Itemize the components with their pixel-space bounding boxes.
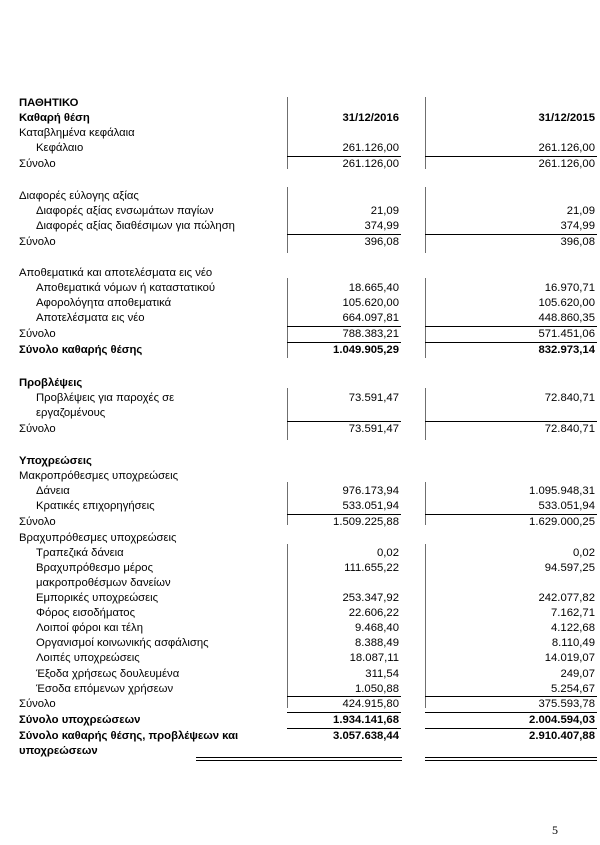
- value-2015: 261.126,00: [538, 142, 595, 154]
- column-divider: [287, 187, 288, 253]
- total-rule: [425, 342, 597, 343]
- row-label: Διαφορές αξίας διαθέσιμων για πώληση: [36, 220, 235, 232]
- table-row: [0, 311, 600, 326]
- value-2016: 1.049.905,29: [333, 344, 399, 356]
- value-2015: 533.051,94: [538, 500, 595, 512]
- column-divider: [287, 482, 288, 525]
- value-2016: 374,99: [364, 220, 399, 232]
- value-2016: 8.388,49: [355, 637, 399, 649]
- row-label: Προβλέψεις για παροχές σε: [36, 392, 175, 404]
- column-header-row: [0, 111, 600, 126]
- table-row: [0, 484, 600, 499]
- column-divider: [287, 278, 288, 358]
- table-row: [0, 126, 600, 141]
- table-row: [0, 141, 600, 156]
- table-row: [0, 406, 600, 421]
- table-row: [0, 376, 600, 391]
- value-2015: 16.970,71: [544, 282, 595, 294]
- row-label: Φόρος εισοδήματος: [36, 607, 136, 619]
- table-row: [0, 296, 600, 311]
- subtotal-rule: [425, 421, 597, 422]
- table-row: [0, 667, 600, 682]
- value-2016: 21,09: [370, 205, 399, 217]
- row-label: Σύνολο: [19, 236, 56, 248]
- table-row: [0, 697, 600, 712]
- table-row: [0, 621, 600, 636]
- value-2016: 105.620,00: [342, 297, 399, 309]
- value-2016: 311,54: [365, 668, 399, 680]
- row-label: Έξοδα χρήσεως δουλευμένα: [36, 668, 180, 680]
- column-divider: [425, 482, 426, 525]
- table-row: [0, 391, 600, 406]
- table-row: [0, 546, 600, 561]
- value-2016: 73.591,47: [348, 392, 399, 404]
- table-row: [0, 454, 600, 469]
- value-2015: 7.162,71: [551, 607, 595, 619]
- row-label: Αφορολόγητα αποθεματικά: [36, 297, 172, 309]
- value-2015: 5.254,67: [551, 683, 595, 695]
- value-2015: 8.110,49: [551, 637, 595, 649]
- value-2016: 18.665,40: [348, 282, 399, 294]
- row-label: Σύνολο: [19, 328, 56, 340]
- value-2015: 1.095.948,31: [529, 485, 595, 497]
- value-2016: 261.126,00: [342, 158, 399, 170]
- table-row: [0, 281, 600, 296]
- subtotal-rule: [287, 156, 401, 157]
- row-label: Εμπορικές υποχρεώσεις: [36, 592, 159, 604]
- table-row: [0, 499, 600, 514]
- column-divider: [425, 278, 426, 358]
- table-row: [0, 469, 600, 484]
- value-2016: 0,02: [377, 547, 399, 559]
- row-label: Βραχυπρόθεσμο μέρος: [36, 562, 154, 574]
- table-row: [0, 189, 600, 204]
- value-2015: 242.077,82: [538, 592, 595, 604]
- page-number: 5: [552, 823, 558, 837]
- value-2016: 18.087,11: [349, 652, 399, 664]
- value-2015: 448.860,35: [538, 312, 595, 324]
- subtotal-rule: [425, 696, 597, 697]
- row-label: Σύνολο: [19, 698, 56, 710]
- table-row: [0, 651, 600, 666]
- table-row: [0, 561, 600, 576]
- column-divider: [287, 544, 288, 708]
- table-row: [0, 515, 600, 530]
- value-2015: 0,02: [573, 547, 595, 559]
- column-header-2015: 31/12/2015: [538, 112, 595, 124]
- value-2015: 261.126,00: [538, 158, 595, 170]
- value-2016: 261.126,00: [342, 142, 399, 154]
- row-label: Έσοδα επόμενων χρήσεων: [36, 683, 174, 695]
- value-2016: 9.468,40: [355, 622, 399, 634]
- subtotal-rule: [287, 326, 401, 327]
- section-title: ΠΑΘΗΤΙΚΟ: [19, 97, 79, 109]
- row-label: Τραπεζικά δάνεια: [36, 547, 124, 559]
- row-label: Σύνολο: [19, 423, 56, 435]
- value-2015: 2.910.407,88: [529, 730, 595, 742]
- value-2016: 3.057.638,44: [333, 730, 399, 742]
- row-label: Αποθεματικά νόμων ή καταστατικού: [36, 282, 216, 294]
- table-row: [0, 682, 600, 697]
- table-row: [0, 591, 600, 606]
- subtotal-rule: [425, 514, 597, 515]
- table-row: [0, 422, 600, 437]
- subtotal-rule: [425, 156, 597, 157]
- row-label: Σύνολο υποχρεώσεων: [19, 714, 141, 726]
- table-row: [0, 343, 600, 358]
- column-divider: [425, 388, 426, 440]
- column-divider: [287, 388, 288, 440]
- value-2016: 788.383,21: [342, 328, 399, 340]
- row-label: Καταβλημένα κεφάλαια: [19, 127, 135, 139]
- row-label: Διαφορές αξίας ενσωμάτων παγίων: [36, 205, 214, 217]
- value-2015: 2.004.594,03: [529, 714, 595, 726]
- table-row: [0, 235, 600, 250]
- table-row: [0, 606, 600, 621]
- subsection-title: Καθαρή θέση: [19, 112, 90, 124]
- row-label: Προβλέψεις: [19, 377, 83, 389]
- subtotal-rule: [425, 326, 597, 327]
- row-label: Υποχρεώσεις: [19, 455, 92, 467]
- value-2016: 1.050,88: [355, 683, 399, 695]
- row-label: Οργανισμοί κοινωνικής ασφάλισης: [36, 637, 209, 649]
- value-2015: 105.620,00: [538, 297, 595, 309]
- value-2016: 396,08: [364, 236, 399, 248]
- total-rule: [287, 342, 401, 343]
- row-label: Μακροπρόθεσμες υποχρεώσεις: [19, 470, 179, 482]
- value-2015: 4.122,68: [551, 622, 595, 634]
- table-row: [0, 266, 600, 281]
- value-2016: 111.655,22: [344, 562, 399, 574]
- table-row: [0, 219, 600, 234]
- row-label: Βραχυπρόθεσμες υποχρεώσεις: [19, 532, 177, 544]
- value-2016: 73.591,47: [348, 423, 399, 435]
- row-label: Σύνολο: [19, 158, 56, 170]
- value-2015: 571.451,06: [538, 328, 595, 340]
- column-divider: [425, 187, 426, 253]
- row-label: Σύνολο καθαρής θέσης, προβλέψεων και: [19, 730, 239, 742]
- value-2016: 1.509.225,88: [333, 516, 399, 528]
- value-2015: 72.840,71: [544, 392, 595, 404]
- table-row: [0, 636, 600, 651]
- row-label: υποχρεώσεων: [19, 745, 98, 757]
- row-label: Σύνολο καθαρής θέσης: [19, 344, 143, 356]
- row-label: Αποθεματικά και αποτελέσματα εις νέο: [19, 267, 213, 279]
- value-2016: 424.915,80: [342, 698, 399, 710]
- value-2015: 249,07: [560, 668, 595, 680]
- column-divider: [287, 97, 288, 169]
- grand-total-double-rule: [196, 757, 402, 761]
- value-2015: 94.597,25: [544, 562, 595, 574]
- row-label: Σύνολο: [19, 516, 56, 528]
- value-2015: 374,99: [560, 220, 595, 232]
- subtotal-rule: [425, 234, 597, 235]
- row-label: Κρατικές επιχορηγήσεις: [36, 500, 155, 512]
- total-rule: [287, 712, 401, 713]
- value-2016: 22.606,22: [348, 607, 399, 619]
- column-header-2016: 31/12/2016: [342, 112, 399, 124]
- value-2015: 72.840,71: [544, 423, 595, 435]
- table-row: [0, 531, 600, 546]
- table-row: [0, 157, 600, 172]
- row-label: Κεφάλαιο: [36, 142, 84, 154]
- subtotal-rule: [287, 234, 401, 235]
- table-row: [0, 204, 600, 219]
- value-2016: 1.934.141,68: [333, 714, 399, 726]
- subtotal-rule: [287, 696, 401, 697]
- column-divider: [425, 97, 426, 169]
- row-label: Αποτελέσματα εις νέο: [36, 312, 145, 324]
- value-2015: 1.629.000,25: [529, 516, 595, 528]
- value-2016: 664.097,81: [342, 312, 399, 324]
- value-2015: 14.019,07: [544, 652, 595, 664]
- row-label: Λοιποί φόροι και τέλη: [36, 622, 143, 634]
- subtotal-rule: [287, 421, 401, 422]
- table-row: [0, 576, 600, 591]
- column-divider: [425, 544, 426, 708]
- table-row: [0, 713, 600, 728]
- value-2015: 396,08: [560, 236, 595, 248]
- total-rule: [425, 712, 597, 713]
- subtotal-rule: [287, 514, 401, 515]
- value-2015: 375.593,78: [538, 698, 595, 710]
- row-label: Δάνεια: [36, 485, 70, 497]
- value-2015: 21,09: [566, 205, 595, 217]
- row-label: Διαφορές εύλογης αξίας: [19, 190, 139, 202]
- value-2016: 533.051,94: [342, 500, 399, 512]
- row-label: εργαζομένους: [36, 407, 106, 419]
- row-label: μακροπροθέσμων δανείων: [36, 577, 171, 589]
- value-2016: 976.173,94: [342, 485, 399, 497]
- table-row: [0, 327, 600, 342]
- total-rule: [287, 728, 401, 729]
- total-rule: [425, 728, 597, 729]
- row-label: Λοιπές υποχρεώσεις: [36, 652, 140, 664]
- table-row: [0, 729, 600, 744]
- grand-total-double-rule: [425, 757, 597, 761]
- value-2016: 253.347,92: [342, 592, 399, 604]
- value-2015: 832.973,14: [538, 344, 595, 356]
- section-title-row: [0, 96, 600, 111]
